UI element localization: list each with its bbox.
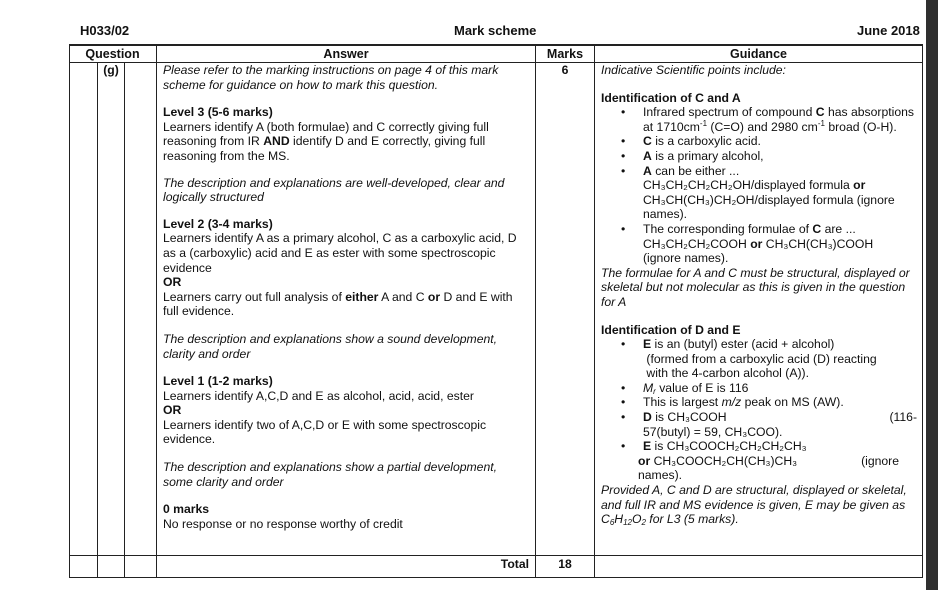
level2-title: Level 2 (3-4 marks)	[163, 216, 273, 231]
window-edge	[926, 0, 938, 590]
level1-title: Level 1 (1-2 marks)	[163, 374, 273, 389]
answer-intro: Please refer to the marking instructions on page 4 of this mark scheme for guidance on how to mark this question.	[163, 63, 499, 92]
list-item: • A can be either ... CH₃CH₂CH₂CH₂OH/displayed formula or CH₃CH(CH₃)CH₂OH/displayed formula (ignore names).	[601, 164, 917, 222]
table-bottom-border	[69, 577, 923, 578]
list-item: • $M_r$ value of E is 116	[601, 381, 917, 396]
identification-c-a-list	[601, 105, 917, 266]
question-col-divider-2	[124, 62, 125, 578]
level1-alternative: Learners identify two of A,C,D or E with some spectroscopic evidence.	[163, 417, 487, 447]
table-top-border	[69, 44, 923, 46]
list-item: • E is CH₃COOCH₂CH₂CH₂CH₃	[601, 439, 917, 454]
level2-description: The description and explanations show a sound development, clarity and order	[163, 331, 498, 361]
table-right-border	[922, 44, 923, 578]
column-header-guidance: Guidance	[730, 47, 787, 61]
answer-cell	[163, 63, 529, 531]
table-left-border	[69, 44, 70, 578]
level0-title: 0 marks	[163, 502, 210, 517]
column-header-answer: Answer	[323, 47, 369, 61]
list-item: • E is an (butyl) ester (acid + alcohol) (formed from a carboxylic acid (D) reacting with the 4-carbon alcohol (A)).	[601, 337, 917, 381]
marks-value: 6	[561, 63, 569, 77]
total-value: 18	[558, 557, 572, 571]
answer-col-border	[156, 44, 157, 578]
level2-alternative: Learners carry out full analysis of either A and C or D and E with full evidence.	[163, 289, 513, 319]
d-mass-continuation: 57(butyl) = 59, CH₃COO).	[643, 424, 783, 439]
level1-or: OR	[163, 403, 182, 418]
guidance-cell	[601, 63, 917, 527]
list-item: • D is CH₃COOH (116-	[601, 410, 917, 425]
guidance-intro: Indicative Scientific points include:	[601, 63, 786, 77]
identification-e-list	[601, 439, 917, 454]
list-item: • This is largest m/z peak on MS (AW).	[601, 395, 917, 410]
level2-text: Learners identify A as a primary alcohol, C as a carboxylic acid, D as a (carboxylic) acid and E as ester with some spectroscopic evidence	[163, 231, 517, 275]
column-header-marks: Marks	[546, 47, 584, 61]
level3-text: Learners identify A (both formulae) and C correctly giving full reasoning from IR AND identify D and E correctly, giving full reasoning from the MS.	[163, 119, 489, 163]
marks-col-border	[535, 44, 536, 578]
final-note: Provided A, C and D are structural, displayed or skeletal, and full IR and MS evidence is given, E may be given as $C_6H_{12}O_2$ for L3 (5 marks).	[601, 483, 907, 528]
identification-d-e-list	[601, 337, 917, 425]
level3-title: Level 3 (5-6 marks)	[163, 105, 273, 120]
question-col-divider-1	[97, 62, 98, 578]
level0-text: No response or no response worthy of credit	[163, 516, 403, 531]
level2-or: OR	[163, 275, 182, 290]
identification-d-e-title: Identification of D and E	[601, 322, 741, 337]
level1-description: The description and explanations show a partial development, some clarity and order	[163, 460, 498, 489]
column-header-question: Question	[85, 47, 140, 61]
e-names-note: names).	[638, 468, 683, 483]
question-number: (g)	[103, 63, 119, 77]
level3-description: The description and explanations are well-developed, clear and logically structured	[163, 175, 505, 205]
total-row-divider	[69, 555, 923, 556]
list-item: • Infrared spectrum of compound C has absorptions at $1710cm^{-1}$ (C=O) and 2980 $cm^{-1}$ broad (O-H).	[601, 105, 917, 134]
formulae-note: The formulae for A and C must be structural, displayed or skeletal but not molecular as this is given in the question for A	[601, 265, 910, 309]
list-item: • The corresponding formulae of C are ... CH₃CH₂CH₂COOH or CH₃CH(CH₃)COOH (ignore names).	[601, 222, 917, 266]
guidance-col-border	[594, 44, 595, 578]
paper-code: H033/02	[80, 23, 130, 38]
exam-date: June 2018	[857, 23, 920, 38]
list-item: • C is a carboxylic acid.	[601, 134, 917, 149]
level1-text: Learners identify A,C,D and E as alcohol, acid, acid, ester	[163, 388, 474, 403]
document-title: Mark scheme	[454, 23, 537, 38]
list-item: • A is a primary alcohol,	[601, 149, 917, 164]
e-alternative-formula: or CH₃COOCH₂CH(CH₃)CH₃ (ignore	[638, 453, 899, 468]
total-label: Total	[500, 557, 529, 571]
identification-c-a-title: Identification of C and A	[601, 90, 741, 105]
